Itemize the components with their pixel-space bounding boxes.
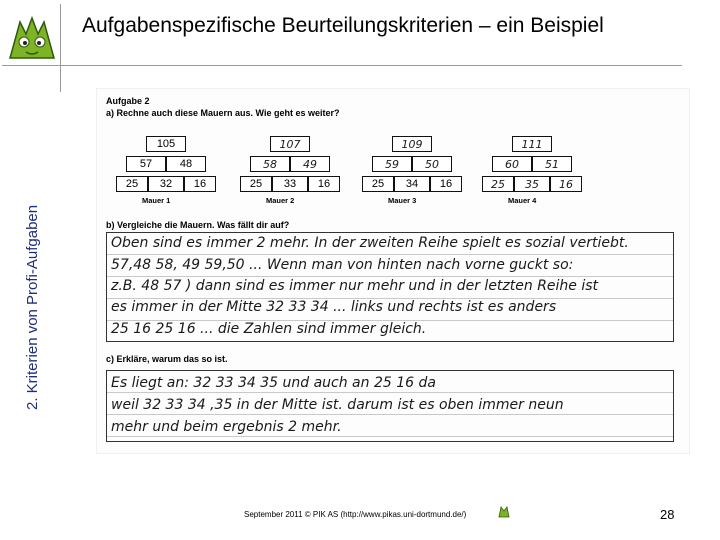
- wall-1-caption: Mauer 1: [142, 196, 171, 205]
- wall-3-bottom-left: 25: [362, 176, 394, 192]
- wall-1-bottom-left: 25: [116, 176, 148, 192]
- wall-3-top: 109: [392, 136, 432, 152]
- part-b-prompt: b) Vergleiche die Mauern. Was fällt dir auf?: [106, 220, 290, 230]
- answer-b-line: 57,48 58, 49 59,50 ... Wenn man von hinten nach vorne guckt so:: [111, 257, 574, 273]
- wall-4-bottom-middle: 35: [514, 176, 550, 192]
- part-a-prompt: a) Rechne auch diese Mauern aus. Wie geht es weiter?: [106, 108, 340, 118]
- wall-3-bottom-middle: 34: [394, 176, 430, 192]
- wall-2-bottom-middle: 33: [272, 176, 308, 192]
- wall-1-mid-right: 48: [166, 156, 206, 172]
- wall-4-mid-left: 60: [492, 156, 532, 172]
- answer-b-line: Oben sind es immer 2 mehr. In der zweiten Reihe spielt es sozial vertiebt.: [111, 235, 629, 251]
- answer-c-line: weil 32 33 34 ,35 in der Mitte ist. darum ist es oben immer neun: [111, 397, 564, 413]
- wall-2-mid-left: 58: [250, 156, 290, 172]
- wall-2-mid-right: 49: [290, 156, 330, 172]
- wall-1-bottom-middle: 32: [148, 176, 184, 192]
- wall-3-mid-right: 50: [412, 156, 452, 172]
- answer-b-box: [106, 232, 674, 342]
- wall-3-bottom-right: 16: [430, 176, 462, 192]
- wall-4-top: 111: [512, 136, 552, 152]
- wall-1-top: 105: [146, 136, 186, 152]
- answer-c-box: [106, 370, 674, 442]
- pikas-small-icon: [498, 504, 510, 518]
- wall-4-caption: Mauer 4: [508, 196, 537, 205]
- wall-2-bottom-right: 16: [308, 176, 340, 192]
- wall-4-mid-right: 51: [532, 156, 572, 172]
- side-label: 2. Kriterien von Profi-Aufgaben: [24, 204, 41, 410]
- answer-b-line: 25 16 25 16 ... die Zahlen sind immer gleich.: [111, 321, 427, 337]
- worksheet-scan: [96, 88, 690, 454]
- answer-c-line: mehr und beim ergebnis 2 mehr.: [111, 419, 342, 435]
- header-divider-horizontal: [2, 65, 682, 66]
- slide-title: Aufgabenspezifische Beurteilungskriterien – ein Beispiel: [82, 14, 604, 37]
- answer-c-line: Es liegt an: 32 33 34 35 und auch an 25 16 da: [111, 375, 436, 391]
- part-c-prompt: c) Erkläre, warum das so ist.: [106, 354, 228, 364]
- wall-3-mid-left: 59: [372, 156, 412, 172]
- pikas-logo: [6, 12, 58, 64]
- wall-4-bottom-left: 25: [482, 176, 514, 192]
- wall-2-top: 107: [270, 136, 310, 152]
- wall-2-bottom-left: 25: [240, 176, 272, 192]
- wall-1-mid-left: 57: [126, 156, 166, 172]
- page-number: 28: [660, 507, 675, 522]
- task-title: Aufgabe 2: [106, 96, 150, 106]
- header-divider-vertical: [60, 4, 61, 92]
- answer-b-line: es immer in der Mitte 32 33 34 ... links und rechts ist es anders: [111, 299, 557, 315]
- wall-3-caption: Mauer 3: [388, 196, 417, 205]
- wall-1-bottom-right: 16: [184, 176, 216, 192]
- footer-credit: September 2011 © PIK AS (http://www.pikas.uni-dortmund.de/): [244, 510, 467, 519]
- answer-b-line: z.B. 48 57 ) dann sind es immer nur mehr und in der letzten Reihe ist: [111, 278, 599, 294]
- wall-2-caption: Mauer 2: [266, 196, 295, 205]
- wall-4-bottom-right: 16: [550, 176, 582, 192]
